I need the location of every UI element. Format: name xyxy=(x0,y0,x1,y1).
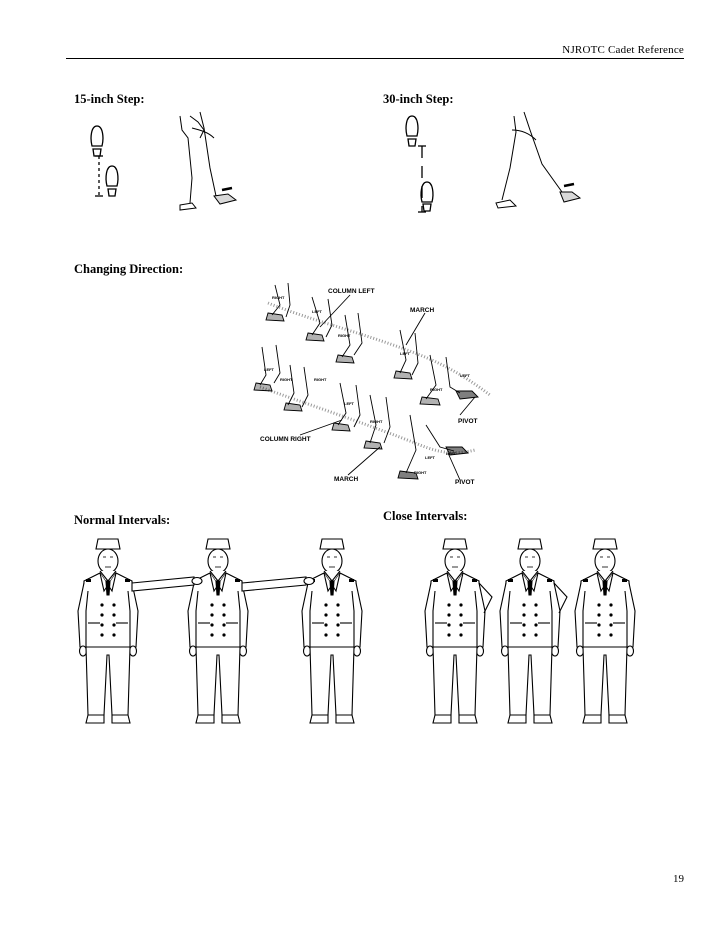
label-step-right: RIGHT xyxy=(280,377,293,382)
label-step-left: LEFT xyxy=(264,367,274,372)
heading-15-inch-step: 15-inch Step: xyxy=(74,92,145,106)
header-rule xyxy=(66,58,684,59)
close-intervals-illustration xyxy=(400,531,660,736)
label-column-left: COLUMN LEFT xyxy=(328,288,375,295)
cadet-figure xyxy=(302,539,362,723)
footprint-diagram-15-inch xyxy=(85,120,135,200)
label-step-left: LEFT xyxy=(344,401,354,406)
cadet-figure xyxy=(425,539,485,723)
label-step-left: LEFT xyxy=(446,451,456,456)
footprint-diagram-30-inch xyxy=(400,112,450,217)
walking-legs-15-inch xyxy=(170,108,250,218)
label-step-left: LEFT xyxy=(400,351,410,356)
label-step-right: RIGHT xyxy=(272,295,285,300)
walking-legs-30-inch xyxy=(490,108,590,218)
cadet-figure xyxy=(78,539,138,723)
label-step-left: LEFT xyxy=(425,455,435,460)
changing-direction-illustration xyxy=(250,275,510,495)
heading-close-intervals: Close Intervals: xyxy=(383,509,468,523)
heading-changing-direction: Changing Direction: xyxy=(74,262,184,276)
label-step-right: RIGHT xyxy=(414,470,427,475)
cadet-figure xyxy=(500,539,560,723)
label-column-right: COLUMN RIGHT xyxy=(260,436,311,443)
label-pivot-bottom: PIVOT xyxy=(455,479,475,486)
label-march-bottom: MARCH xyxy=(334,476,359,483)
label-step-right: RIGHT xyxy=(430,387,443,392)
label-step-left: LEFT xyxy=(312,309,322,314)
label-step-right: RIGHT xyxy=(338,333,351,338)
label-pivot-top: PIVOT xyxy=(458,418,478,425)
label-step-left: LEFT xyxy=(460,373,470,378)
label-march-top: MARCH xyxy=(410,307,435,314)
cadet-figure xyxy=(188,539,248,723)
heading-normal-intervals: Normal Intervals: xyxy=(74,513,171,527)
page-number: 19 xyxy=(673,873,684,885)
cadet-figure xyxy=(575,539,635,723)
label-step-right: RIGHT xyxy=(314,377,327,382)
normal-intervals-illustration xyxy=(60,535,390,740)
heading-30-inch-step: 30-inch Step: xyxy=(383,92,454,106)
label-step-right: RIGHT xyxy=(370,419,383,424)
page-header-title: NJROTC Cadet Reference xyxy=(562,44,684,56)
